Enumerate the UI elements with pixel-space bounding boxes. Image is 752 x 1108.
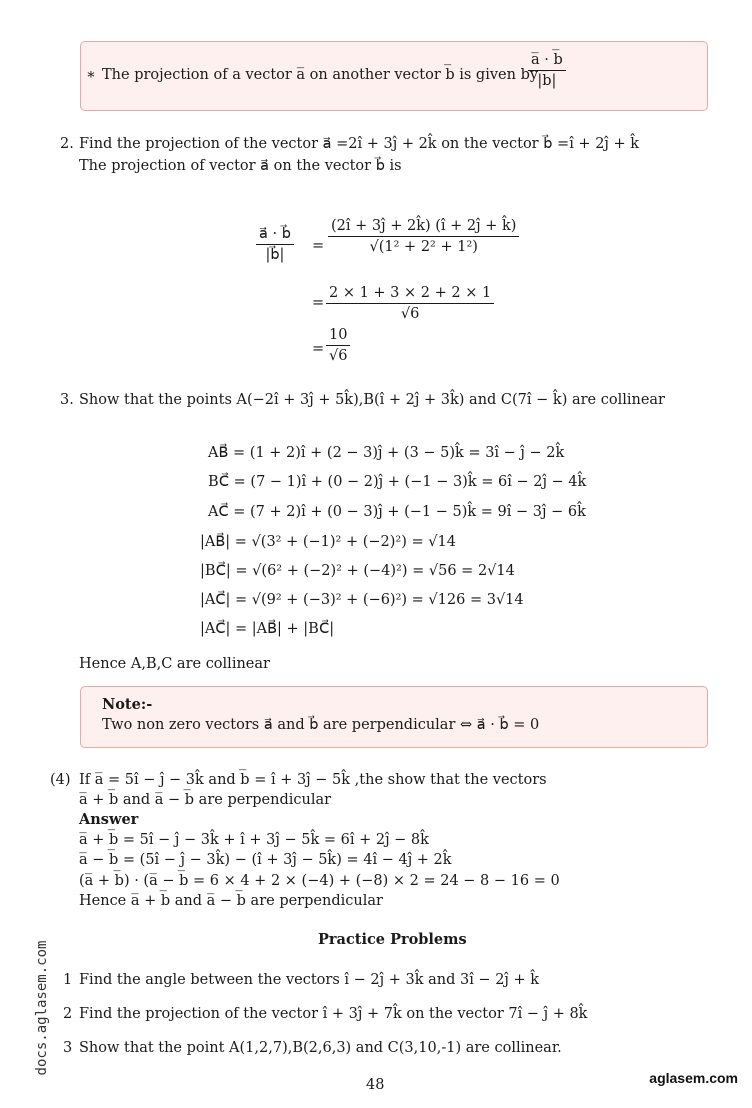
page-number: 48 — [366, 1077, 385, 1093]
collinear-step-bc-magnitude: |BC⃗| = √(6² + (−2)² + (−4)²) = √56 = 2√14 — [200, 563, 515, 579]
collinear-step-ac-magnitude: |AC⃗| = √(9² + (−3)² + (−6)²) = √126 = 3√14 — [200, 592, 524, 608]
equation-line-3 — [326, 325, 350, 366]
side-watermark: docs.aglasem.com — [34, 940, 50, 1076]
answer-line: a̅ + b̅ = 5î − ĵ − 3k̂ + î + 3ĵ − 5k̂ = 6î + 2ĵ − 8k̂ — [79, 832, 429, 848]
question-number: 2. — [60, 136, 74, 152]
practice-item-text: Find the projection of the vector î + 3ĵ + 7k̂ on the vector 7î − ĵ + 8k̂ — [79, 1006, 588, 1022]
practice-item-number: 3 — [63, 1040, 73, 1056]
projection-formula-fraction — [528, 50, 566, 91]
answer-line: a̅ − b̅ = (5î − ĵ − 3k̂) − (î + 3ĵ − 5k̂) = 4î − 4ĵ + 2k̂ — [79, 852, 452, 868]
equation-line-1-lhs — [256, 224, 294, 265]
collinear-step-ac: AC⃗ = (7 + 2)î + (0 − 3)ĵ + (−1 − 5)k̂ = 9î − 3ĵ − 6k̂ — [208, 504, 586, 520]
question-2-line-1: Find the projection of the vector a⃗ =2î + 3ĵ + 2k̂ on the vector b⃗ =î + 2ĵ + k̂ — [79, 136, 640, 152]
question-number: (4) — [50, 772, 71, 788]
practice-title: Practice Problems — [318, 931, 467, 948]
equals-sign: = — [312, 341, 325, 357]
practice-item-number: 2 — [63, 1006, 73, 1022]
answer-line: (a̅ + b̅) · (a̅ − b̅ = 6 × 4 + 2 × (−4) + (−8) × 2 = 24 − 8 − 16 = 0 — [79, 873, 560, 889]
line-2-numerator: 2 × 1 + 3 × 2 + 2 × 1 — [329, 285, 492, 301]
line-3-numerator: 10 — [329, 327, 348, 343]
collinear-step-ab-magnitude: |AB⃗| = √(3² + (−1)² + (−2)²) = √14 — [200, 534, 456, 550]
bullet-marker: ∗ — [86, 67, 96, 83]
practice-item-text: Show that the point A(1,2,7),B(2,6,3) and C(3,10,-1) are collinear. — [79, 1040, 562, 1056]
corner-watermark: aglasem.com — [649, 1070, 738, 1086]
equals-sign: = — [312, 295, 325, 311]
question-4-line-1: If a̅ = 5î − ĵ − 3k̂ and b̅ = î + 3ĵ − 5k̂ ,the show that the vectors — [79, 772, 547, 788]
question-3-statement: Show that the points A(−2î + 3ĵ + 5k̂),B(î + 2ĵ + 3k̂) and C(7î − k̂) are collinear — [79, 392, 665, 408]
note-text: Two non zero vectors a⃗ and b⃗ are perpendicular ⇔ a⃗ · b⃗ = 0 — [102, 717, 540, 733]
collinear-step-bc: BC⃗ = (7 − 1)î + (0 − 2)ĵ + (−1 − 3)k̂ = 6î − 2ĵ − 4k̂ — [208, 474, 587, 490]
question-2-line-2: The projection of vector a⃗ on the vector b⃗ is — [79, 158, 402, 174]
line-2-denominator: √6 — [326, 303, 494, 324]
answer-label: Answer — [79, 811, 139, 828]
practice-item-number: 1 — [63, 972, 73, 988]
question-3-conclusion: Hence A,B,C are collinear — [79, 656, 270, 672]
fraction-numerator: a̅ · b̅ — [531, 52, 563, 68]
practice-item-text: Find the angle between the vectors î − 2ĵ + 3k̂ and 3î − 2ĵ + k̂ — [79, 972, 540, 988]
answer-line: Hence a̅ + b̅ and a̅ − b̅ are perpendicular — [79, 893, 383, 909]
question-4-line-2: a̅ + b̅ and a̅ − b̅ are perpendicular — [79, 792, 332, 808]
question-number: 3. — [60, 392, 74, 408]
equation-line-2 — [326, 283, 494, 324]
rhs-numerator: (2î + 3ĵ + 2k̂) (î + 2ĵ + k̂) — [331, 218, 517, 234]
equation-line-1-rhs — [328, 216, 519, 257]
note-title: Note:- — [102, 696, 153, 713]
lhs-numerator: a⃗ · b⃗ — [259, 226, 291, 242]
collinear-step-ab: AB⃗ = (1 + 2)î + (2 − 3)ĵ + (3 − 5)k̂ = 3î − ĵ − 2k̂ — [208, 445, 565, 461]
projection-formula-text: The projection of a vector a̅ on another vector b̅ is given by — [102, 67, 539, 83]
collinear-step-sum: |AC⃗| = |AB⃗| + |BC⃗| — [200, 621, 335, 637]
equals-sign: = — [312, 238, 325, 254]
line-3-denominator: √6 — [326, 345, 350, 366]
rhs-denominator: √(1² + 2² + 1²) — [328, 236, 519, 257]
fraction-denominator: |b̅| — [528, 70, 566, 91]
lhs-denominator: |b⃗| — [256, 244, 294, 265]
